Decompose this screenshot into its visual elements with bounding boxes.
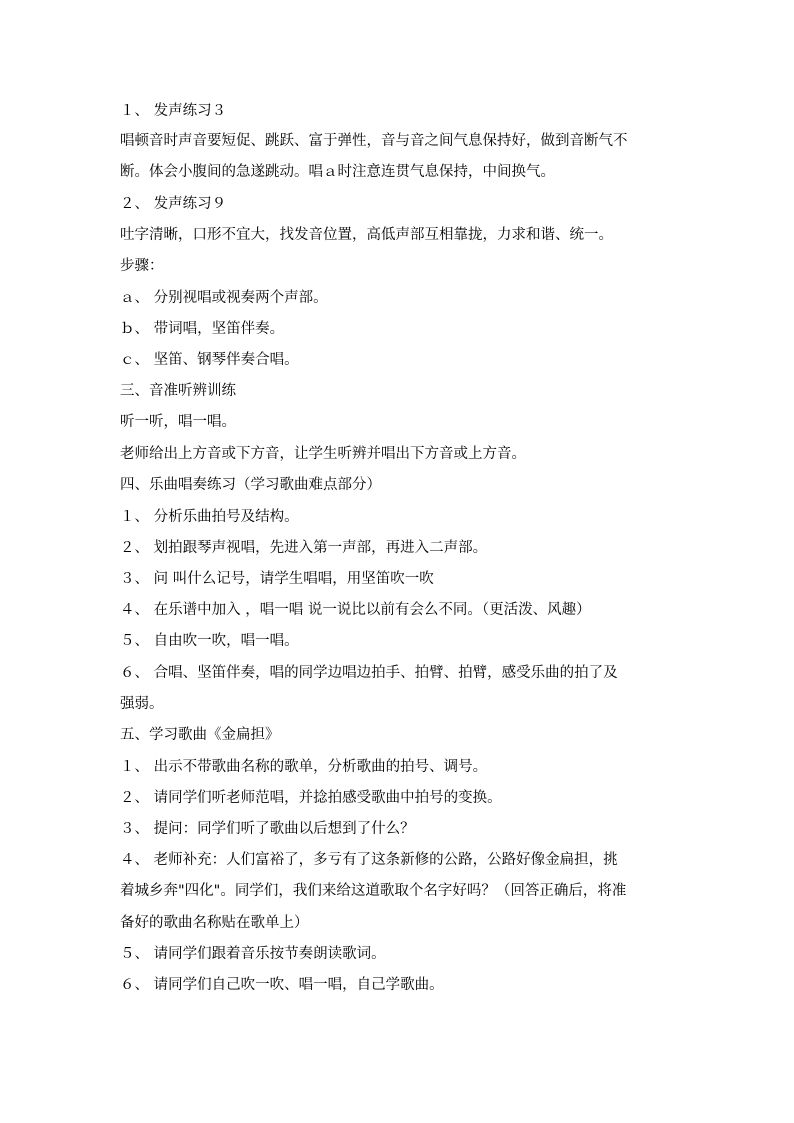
paragraph-line: 备好的歌曲名称贴在歌单上） bbox=[120, 915, 309, 931]
section-heading: 五、学习歌曲《金扁担》 bbox=[120, 727, 280, 743]
list-item: ５、 请同学们跟着音乐按节奏朗读歌词。 bbox=[120, 946, 386, 962]
paragraph-line: 着城乡奔"四化"。同学们，我们来给这道歌取个名字好吗？（回答正确后，将准 bbox=[120, 883, 627, 899]
list-item: ６、 请同学们自己吹一吹、唱一唱，自己学歌曲。 bbox=[120, 977, 444, 993]
section-heading: 四、乐曲唱奏练习（学习歌曲难点部分） bbox=[120, 477, 381, 493]
list-item: ３、 问 叫什么记号，请学生唱唱，用坚笛吹一吹 bbox=[120, 571, 434, 587]
list-item: ｂ、 带词唱，坚笛伴奏。 bbox=[120, 321, 285, 337]
list-item: ２、 请同学们听老师范唱，并捻拍感受歌曲中拍号的变换。 bbox=[120, 790, 502, 806]
paragraph-line: 吐字清晰，口形不宜大，找发音位置，高低声部互相靠拢，力求和谐、统一。 bbox=[120, 227, 613, 243]
section-heading: 三、音准听辨训练 bbox=[120, 383, 236, 399]
list-item: ４、 在乐谱中加入 ，唱一唱 说一说比以前有会么不同。（更活泼、风趣） bbox=[120, 602, 591, 618]
list-item: ｃ、 坚笛、钢琴伴奏合唱。 bbox=[120, 352, 299, 368]
list-item: ４、 老师补充：人们富裕了，多亏有了这条新修的公路，公路好像金扁担，挑 bbox=[120, 852, 618, 868]
paragraph-line: 强弱。 bbox=[120, 696, 164, 712]
paragraph-line: 老师给出上方音或下方音，让学生听辨并唱出下方音或上方音。 bbox=[120, 446, 526, 462]
paragraph-line: 断。体会小腹间的急遂跳动。唱ａ时注意连贯气息保持，中间换气。 bbox=[120, 164, 555, 180]
list-item: ３、 提问：同学们听了歌曲以后想到了什么？ bbox=[120, 821, 415, 837]
steps-label: 步骤： bbox=[120, 258, 164, 274]
heading-vocal-exercise-9: ２、 发声练习９ bbox=[120, 196, 227, 212]
paragraph-line: 听一听，唱一唱。 bbox=[120, 414, 236, 430]
list-item: １、 出示不带歌曲名称的歌单，分析歌曲的拍号、调号。 bbox=[120, 759, 488, 775]
heading-vocal-exercise-3: １、 发声练习３ bbox=[120, 103, 227, 119]
list-item: ２、 划拍跟琴声视唱，先进入第一声部，再进入二声部。 bbox=[120, 540, 488, 556]
paragraph-line: 唱顿音时声音要短促、跳跃、富于弹性，音与音之间气息保持好，做到音断气不 bbox=[120, 133, 628, 149]
list-item: １、 分析乐曲拍号及结构。 bbox=[120, 509, 299, 525]
list-item: ６、 合唱、坚笛伴奏，唱的同学边唱边拍手、拍臂、拍臂，感受乐曲的拍了及 bbox=[120, 665, 618, 681]
list-item: ａ、 分别视唱或视奏两个声部。 bbox=[120, 290, 328, 306]
list-item: ５、 自由吹一吹，唱一唱。 bbox=[120, 633, 299, 649]
